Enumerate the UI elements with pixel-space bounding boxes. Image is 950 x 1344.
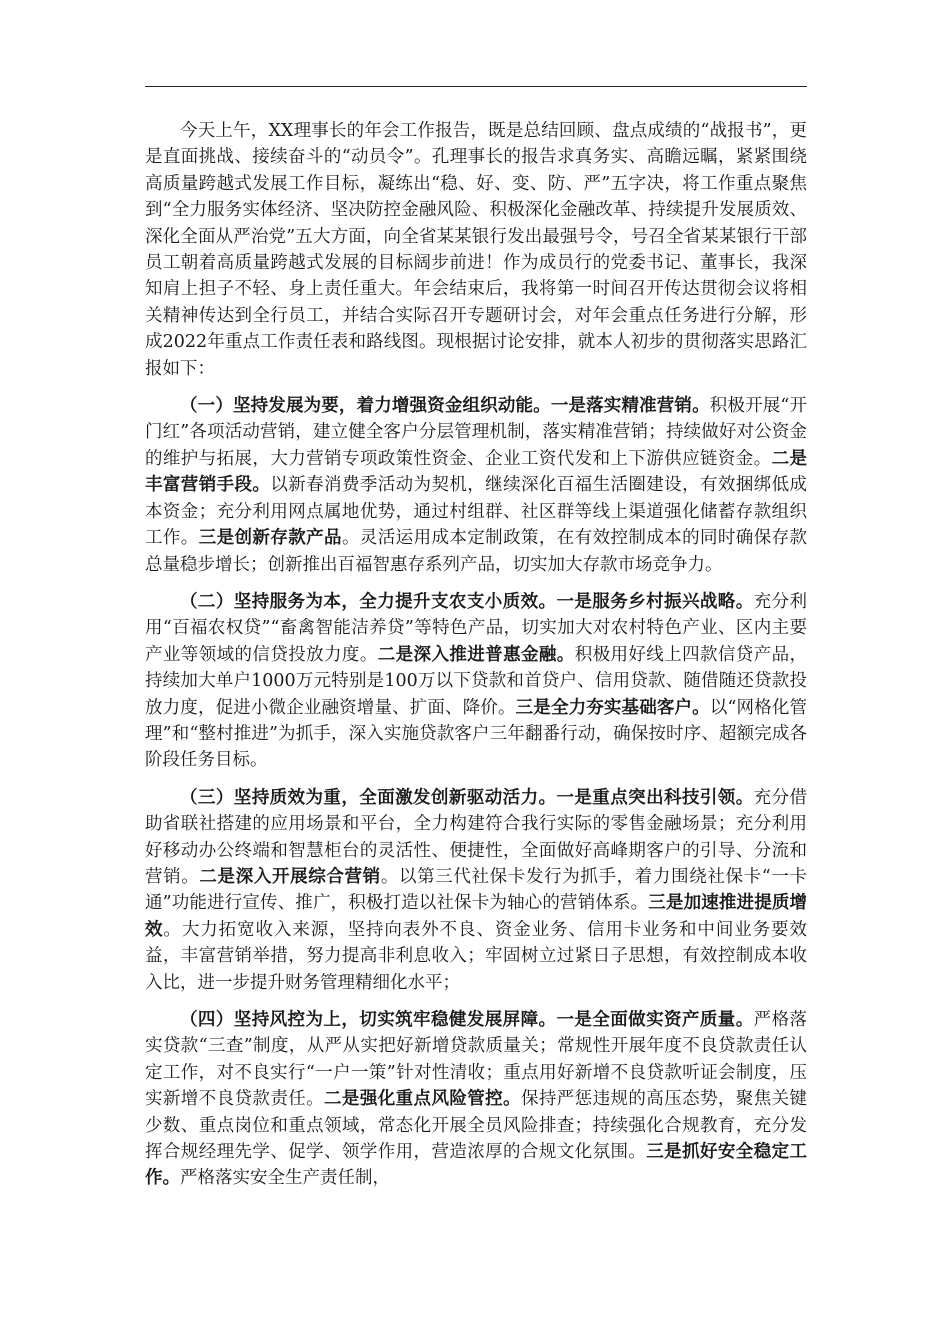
bold-run: 二是深入推进普惠金融。 [377,644,575,665]
document-body [145,118,807,1203]
bold-run: （二）坚持服务为本，全力提升支农支小质效。一是服务乡村振兴战略。 [180,591,754,612]
bold-run: 三是抓好安全稳定工作。 [145,1142,808,1189]
text-run: 以“网格化管理”和“整村推进”为抓手，深入实施贷款客户三年翻番行动，确保按时序、超额完成各阶段任务目标。 [145,697,808,771]
text-run: 。灵活运用成本定制政策，在有效控制成本的同时确保存款总量稳步增长；创新推出百福智惠存系列产品，切实加大存款市场竞争力。 [145,528,808,575]
text-run: 充分借助省联社搭建的应用场景和平台，全力构建符合我行实际的零售金融场景；充分利用好移动办公终端和智慧柜台的灵活性、便捷性，全面做好高峰期客户的引导、分流和营销。 [145,787,808,887]
bold-run: （三）坚持质效为重，全面激发创新驱动活力。一是重点突出科技引领。 [180,787,754,808]
bold-run: 二是丰富营销手段。 [145,448,808,496]
text-run: 充分利用“百福农权贷”“畜禽智能洁养贷”等特色产品，切实加大对农村特色产业、区内主要产业等领域的信贷投放力度。 [145,591,808,665]
text-run: 积极开展“开门红”各项活动营销，建立健全客户分层管理机制，落实精准营销；持续做好对公资金的维护与拓展，大力营销专项政策性资金、企业工资代发和上下游供应链资金。 [145,396,808,469]
text-run: 严格落实贷款“三查”制度，从严从实把好新增贷款质量关；常规性开展年度不良贷款责任认定工作，对不良实行“一户一策”针对性清收；重点用好新增不良贷款听证会制度，压实新增不良贷款责任。 [145,1010,808,1110]
text-run: 。以第三代社保卡发行为抓手，着力围绕社保卡“一卡通”功能进行宣传、推广，积极打造以社保卡为轴心的营销体系。 [145,866,807,914]
paragraph-3 [145,589,807,774]
text-run: 严格落实安全生产责任制， [180,1168,390,1189]
paragraph-4 [145,785,807,996]
bold-run: 三是加速推进提质增效 [145,893,807,940]
paragraph-5 [145,1007,807,1192]
text-run: 保持严惩违规的高压态势，聚焦关键少数、重点岗位和重点领域，常态化开展全员风险排查；持续强化合规教育，充分发挥合规经理先学、促学、领学作用，营造浓厚的合规文化氛围。 [145,1089,808,1163]
text-run: 积极用好线上四款信贷产品，持续加大单户1000万元特别是100万以下贷款和首贷户、信用贷款、随借随还贷款投放力度，促进小微企业融资增量、扩面、降价。 [145,644,808,718]
paragraph-1 [145,118,807,382]
header-rule [145,86,807,87]
bold-run: 二是强化重点风险管控。 [324,1089,521,1110]
bold-run: 二是深入开展综合营销 [199,866,381,887]
text-run: 今天上午，XX理事长的年会工作报告，既是总结回顾、盘点成绩的“战报书”，更是直面挑战、接续奋斗的“动员令”。孔理事长的报告求真务实、高瞻远瞩，紧紧围绕高质量跨越式发展工作目标，凝练出“稳、好、变、防、严”五字决，将工作重点聚焦到“全力服务实体经济、坚决防控金融风险、积极深化金融改革、持续提升发展质效、深化全面从严治党”五大方面，向全省某某银行发出最强号令，号召全省某某银行干部员工朝着高质量跨越式发展的目标阔步前进！作为成员行的党委书记、董事长，我深知肩上担子不轻、身上责任重大。年会结束后，我将第一时间召开传达贯彻会议将相关精神传达到全行员工，并结合实际召开专题研讨会，对年会重点任务进行分解，形成2022年重点工作责任表和路线图。现根据讨论安排，就本人初步的贯彻落实思路汇报如下： [145,121,807,379]
bold-run: （四）坚持风控为上，切实筑牢稳健发展屏障。一是全面做实资产质量。 [180,1010,754,1030]
bold-run: （一）坚持发展为要，着力增强资金组织动能。一是落实精准营销。 [180,396,710,417]
text-run: 。大力拓宽收入来源，坚持向表外不良、资金业务、信用卡业务和中间业务要效益，丰富营销举措，努力提高非利息收入；牢固树立过紧日子思想，有效控制成本收入比，进一步提升财务管理精细化水平； [145,919,808,993]
bold-run: 三是全力夯实基础客户。 [515,697,710,718]
bold-run: 三是创新存款产品 [198,528,342,549]
paragraph-2 [145,393,807,578]
text-run: 以新春消费季活动为契机，继续深化百福生活圈建设，有效捆绑低成本资金；充分利用网点属地优势，通过村组群、社区群等线上渠道强化储蓄存款组织工作。 [145,475,808,549]
